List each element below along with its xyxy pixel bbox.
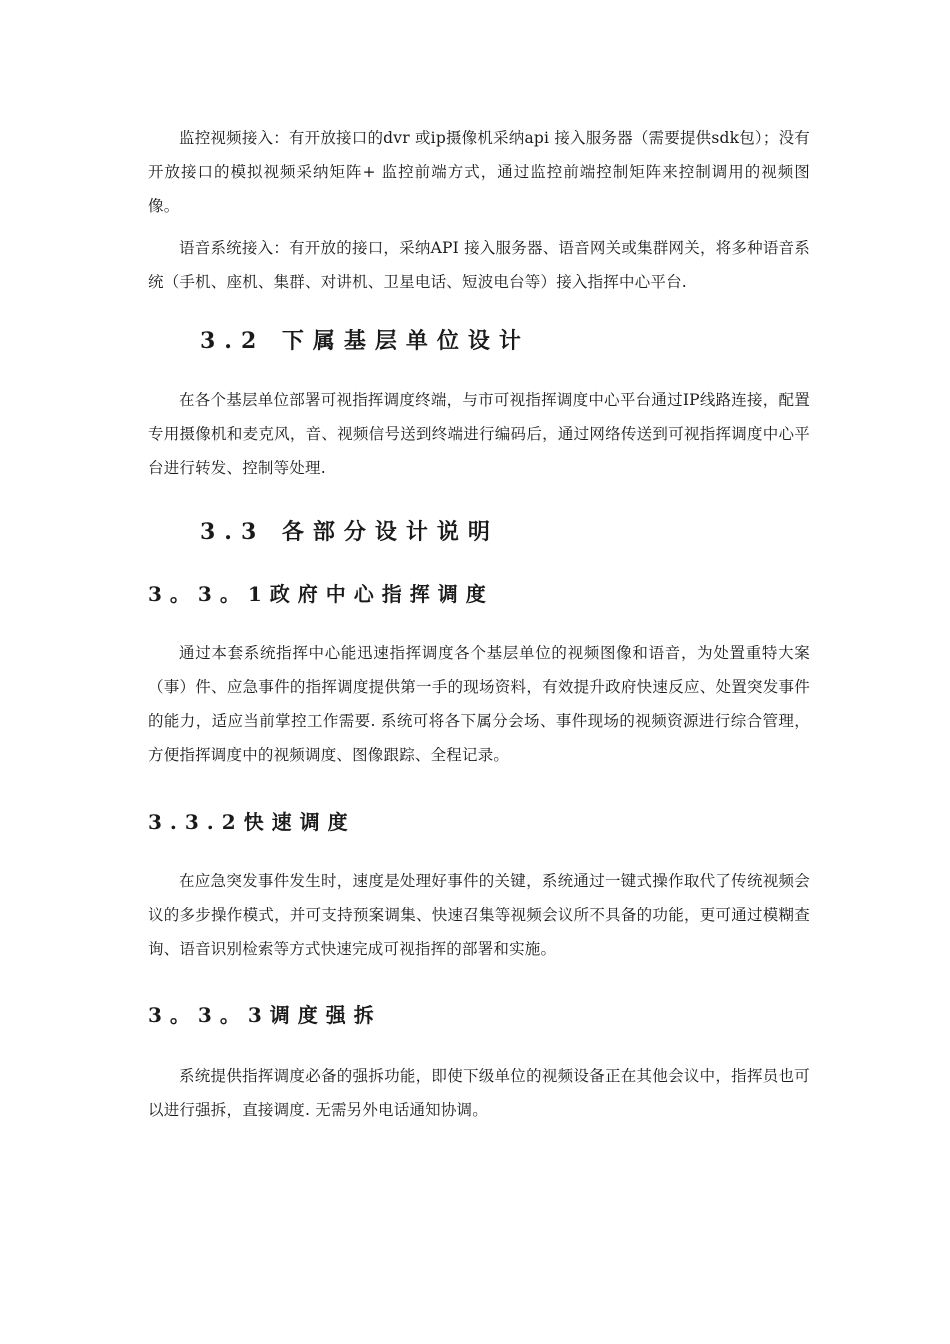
paragraph-fast-dispatch: 在应急突发事件发生时，速度是处理好事件的关键，系统通过一键式操作取代了传统视频会议的多步操作模式，并可支持预案调集、快速召集等视频会议所不具备的功能，更可通过模糊查询、语音识别检索等方式快速完成可视指挥的部署和实施。 [148, 872, 810, 958]
paragraph-voice-access: 语音系统接入：有开放的接口，采纳API 接入服务器、语音网关或集群网关，将多种语音系统（手机、座机、集群、对讲机、卫星电话、短波电台等）接入指挥中心平台. [148, 239, 810, 291]
heading-3-3: 3.3 各部分设计说明 [200, 519, 499, 545]
heading-3-3-3: 3。3。3调度强拆 [148, 1003, 382, 1027]
paragraph-gov-center: 通过本套系统指挥中心能迅速指挥调度各个基层单位的视频图像和语音，为处置重特大案（事）件、应急事件的指挥调度提供第一手的现场资料，有效提升政府快速反应、处置突发事件的能力，适应当前掌控工作需要. 系统可将各下属分会场、事件现场的视频资源进行综合管理，方便指挥调度中的视频调度、图像跟踪、全程记录。 [148, 644, 810, 764]
heading-3-3-1: 3。3。1政府中心指挥调度 [148, 582, 494, 606]
heading-3-3-2: 3.3.2快速调度 [148, 810, 356, 834]
paragraph-sub-unit-design: 在各个基层单位部署可视指挥调度终端，与市可视指挥调度中心平台通过IP线路连接，配置专用摄像机和麦克风，音、视频信号送到终端进行编码后，通过网络传送到可视指挥调度中心平台进行转发、控制等处理. [148, 391, 810, 477]
paragraph-video-access: 监控视频接入：有开放接口的dvr 或ip摄像机采纳api 接入服务器（需要提供sdk包）；没有开放接口的模拟视频采纳矩阵+ 监控前端方式，通过监控前端控制矩阵来控制调用的视频图像。 [148, 129, 810, 215]
paragraph-force-dispatch: 系统提供指挥调度必备的强拆功能，即使下级单位的视频设备正在其他会议中，指挥员也可以进行强拆，直接调度. 无需另外电话通知协调。 [148, 1067, 810, 1119]
heading-3-2: 3.2 下属基层单位设计 [200, 328, 530, 354]
